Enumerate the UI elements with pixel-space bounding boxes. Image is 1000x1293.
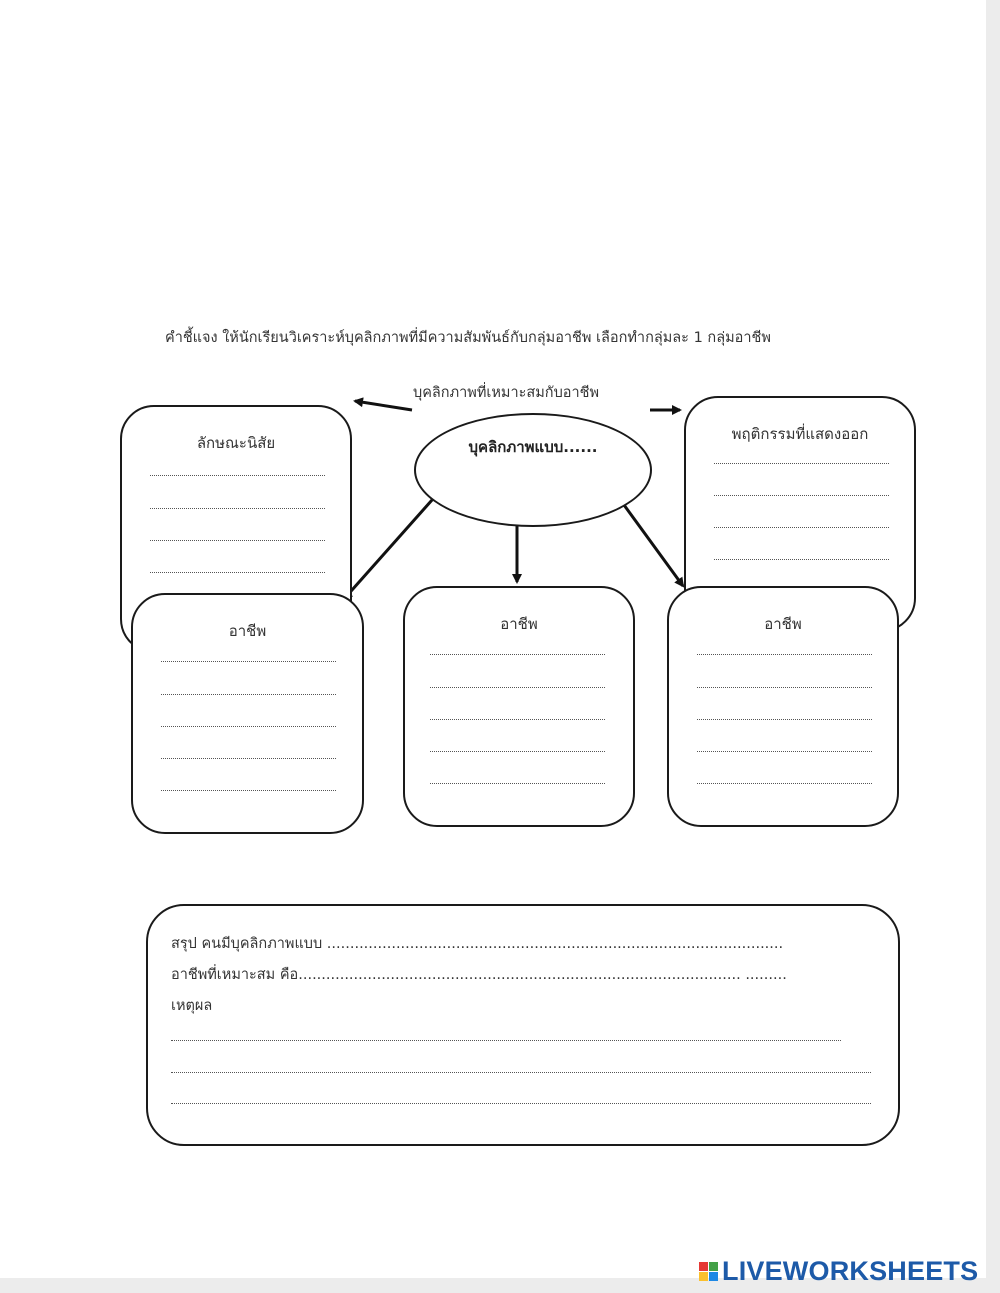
traits-title: ลักษณะนิสัย (196, 434, 276, 452)
career-line[interactable] (430, 719, 605, 720)
behavior-line[interactable] (714, 559, 889, 560)
career-title: อาชีพ (764, 615, 802, 633)
career-box-right (667, 586, 899, 827)
arrow-to-traits (355, 401, 412, 410)
summary-personality-line[interactable]: สรุป คนมีบุคลิกภาพแบบ ................................................................................................... (171, 936, 784, 952)
reason-line[interactable] (171, 1103, 871, 1104)
career-line[interactable] (161, 790, 336, 791)
brand-mark-icon (699, 1262, 718, 1281)
career-title: อาชีพ (500, 615, 538, 633)
behavior-line[interactable] (714, 495, 889, 496)
behavior-line[interactable] (714, 463, 889, 464)
liveworksheets-logo[interactable] (699, 1256, 978, 1287)
traits-line[interactable] (150, 540, 325, 541)
reason-line[interactable] (171, 1072, 871, 1073)
traits-line[interactable] (150, 572, 325, 573)
career-line[interactable] (697, 751, 872, 752)
personality-type-label: บุคลิกภาพแบบ...... (468, 438, 598, 456)
career-line[interactable] (161, 726, 336, 727)
traits-line[interactable] (150, 475, 325, 476)
career-line[interactable] (430, 654, 605, 655)
summary-reason-label: เหตุผล (171, 998, 213, 1014)
career-line[interactable] (430, 687, 605, 688)
brand-name: LIVEWORKSHEETS (722, 1256, 979, 1286)
career-box-left (131, 593, 364, 834)
career-line[interactable] (697, 719, 872, 720)
reason-line[interactable] (171, 1040, 841, 1041)
summary-career-line[interactable]: อาชีพที่เหมาะสม คือ................................................................................................ ......... (171, 967, 787, 983)
career-box-middle (403, 586, 635, 827)
career-line[interactable] (697, 783, 872, 784)
personality-ellipse (414, 413, 652, 527)
career-line[interactable] (161, 758, 336, 759)
traits-line[interactable] (150, 508, 325, 509)
career-line[interactable] (430, 783, 605, 784)
career-line[interactable] (161, 661, 336, 662)
summary-box (146, 904, 900, 1146)
suitable-personality-label: บุคลิกภาพที่เหมาะสมกับอาชีพ (413, 385, 600, 401)
career-line[interactable] (697, 654, 872, 655)
instruction-text: คำชี้แจง ให้นักเรียนวิเคราะห์บุคลิกภาพที่มีความสัมพันธ์กับกลุ่มอาชีพ เลือกทำกลุ่มละ 1 กลุ่มอาชีพ (165, 330, 771, 346)
career-title: อาชีพ (228, 622, 267, 640)
behavior-title: พฤติกรรมที่แสดงออก (731, 425, 869, 443)
career-line[interactable] (430, 751, 605, 752)
career-line[interactable] (161, 694, 336, 695)
career-line[interactable] (697, 687, 872, 688)
behavior-line[interactable] (714, 527, 889, 528)
